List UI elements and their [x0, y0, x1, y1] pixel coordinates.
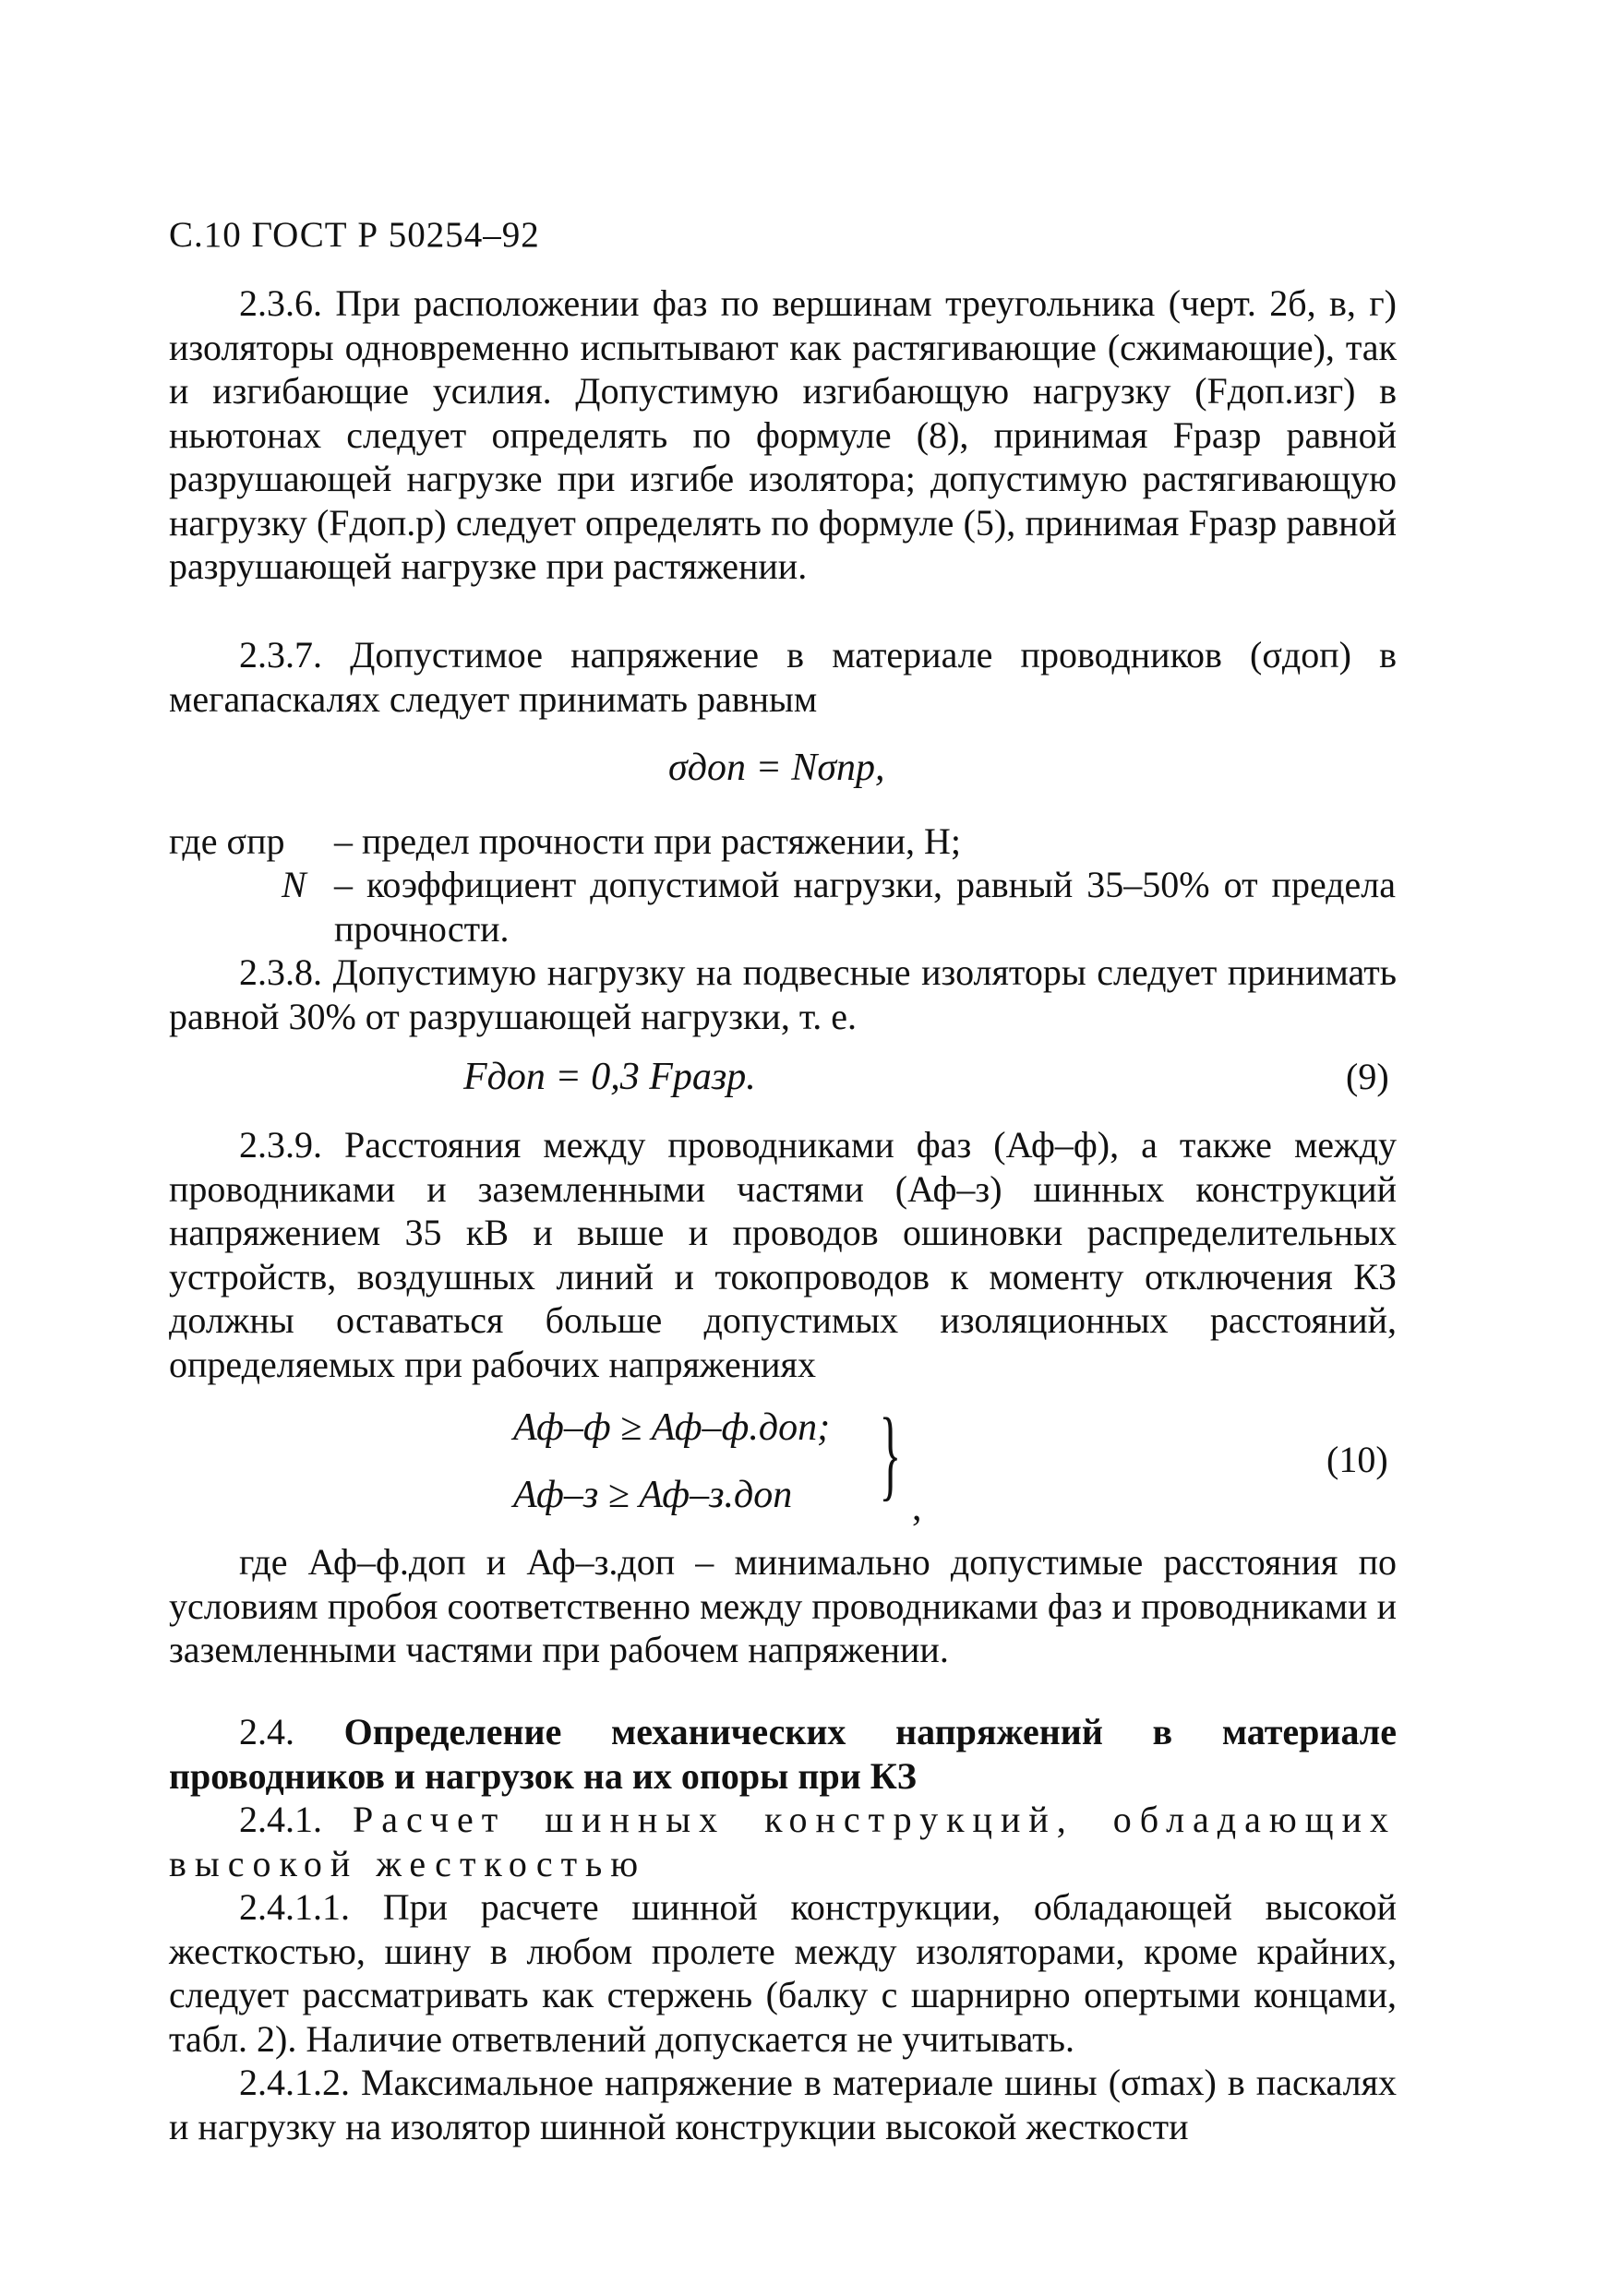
formula-sigma-dop: σдоп = Nσпр,: [668, 747, 885, 789]
paragraph-2-3-9-where: где Аф–ф.доп и Аф–з.доп – минимально допустимые расстояния по условиям пробоя соответственно между проводниками фаз и проводниками и заземленными частями при рабочем напряжении.: [169, 1541, 1397, 1670]
legend-sigma-text: – предел прочности при растяжении, Н;: [334, 820, 961, 862]
formula-10-brace: }: [879, 1397, 902, 1510]
legend-sigma-key: где σпр: [169, 820, 285, 862]
page-header: С.10 ГОСТ Р 50254–92: [169, 215, 540, 255]
paragraph-2-3-8: 2.3.8. Допустимую нагрузку на подвесные изоляторы следует принимать равной 30% от разрушающей нагрузки, т. е.: [169, 951, 1397, 1037]
section-2-4-title: Определение механических напряжений в материале проводников и нагрузок на их опоры при КЗ: [169, 1711, 1398, 1797]
paragraph-2-3-6: 2.3.6. При расположении фаз по вершинам треугольника (черт. 2б, в, г) изоляторы одновременно испытывают как растягивающие (сжимающие), так и изгибающие усилия. Допустимую изгибающую нагрузку (Fдоп.изг) в ньютонах следует определять по формуле (8), принимая Fразр равной разрушающей нагрузке при изгибе изолятора; допустимую растягивающую нагрузку (Fдоп.р) следует определять по формуле (5), принимая Fразр равной разрушающей нагрузке при растяжении.: [169, 282, 1397, 587]
section-2-4-number: 2.4.: [239, 1711, 294, 1752]
formula-9: Fдоп = 0,3 Fразр.: [463, 1056, 756, 1098]
section-2-4-1-number: 2.4.1.: [239, 1799, 322, 1840]
section-2-4-1-title: Расчет шинных конструкций, обладающих высокой жесткостью: [169, 1799, 1397, 1884]
formula-10-number: (10): [1326, 1439, 1388, 1480]
paragraph-2-3-9: 2.3.9. Расстояния между проводниками фаз (Аф–ф), а также между проводниками и заземленными частями (Аф–з) шинных конструкций напряжением 35 кВ и выше и проводов ошиновки распределительных устройств, воздушных линий и токопроводов к моменту отключения КЗ должны оставаться больше допустимых изоляционных расстояний, определяемых при рабочих напряжениях: [169, 1124, 1397, 1385]
paragraph-2-3-7: 2.3.7. Допустимое напряжение в материале проводников (σдоп) в мегапаскалях следует принимать равным: [169, 634, 1397, 720]
legend-n-text: – коэффициент допустимой нагрузки, равный 35–50% от предела прочности.: [334, 864, 1396, 950]
formula-10-line-1: Аф–ф ≥ Аф–ф.доп;: [513, 1406, 831, 1449]
paragraph-2-4-1-2: 2.4.1.2. Максимальное напряжение в материале шины (σmax) в паскалях и нагрузку на изолятор шинной конструкции высокой жесткости: [169, 2062, 1397, 2147]
paragraph-2-4-1-1: 2.4.1.1. При расчете шинной конструкции, обладающей высокой жесткостью, шину в любом пролете между изоляторами, кроме крайних, следует рассматривать как стержень (балку с шарнирно опертыми концами, табл. 2). Наличие ответвлений допускается не учитывать.: [169, 1886, 1397, 2060]
formula-10-line-2: Аф–з ≥ Аф–з.доп: [513, 1474, 793, 1516]
section-2-4-heading: [169, 1710, 1397, 1798]
legend-n-key: N: [282, 864, 306, 905]
formula-10-comma: ,: [912, 1487, 922, 1529]
section-2-4-1-heading: [169, 1798, 1397, 1885]
formula-9-number: (9): [1346, 1056, 1389, 1097]
